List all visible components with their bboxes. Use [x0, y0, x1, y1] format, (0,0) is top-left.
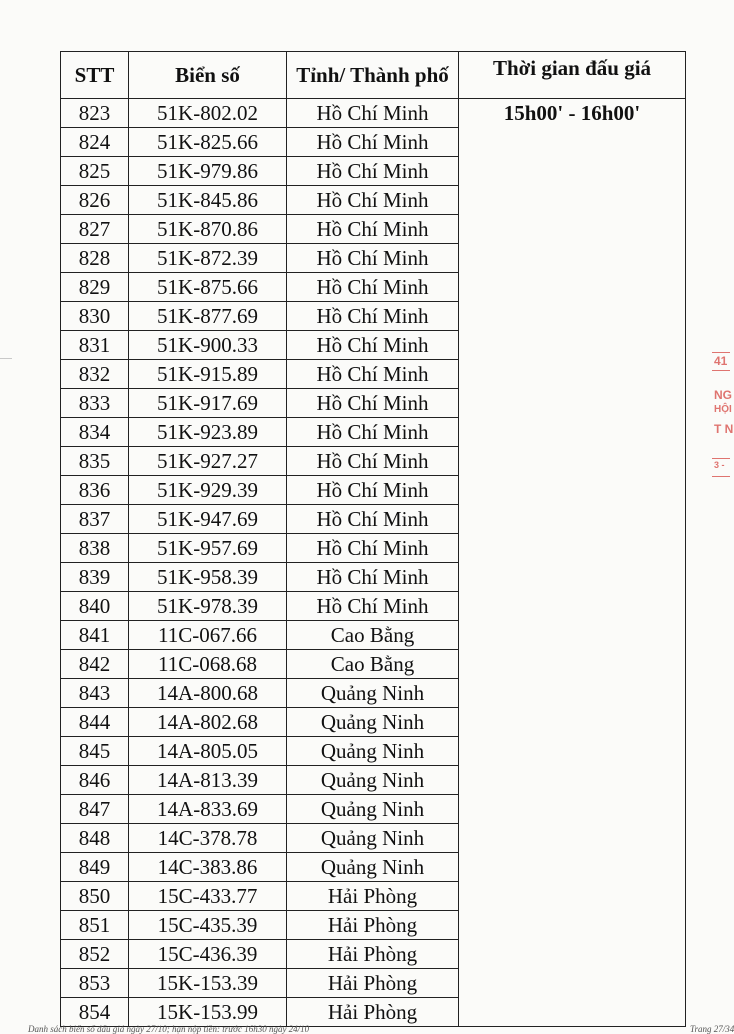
cell-plate: 14C-378.78 — [129, 824, 287, 853]
cell-stt: 848 — [61, 824, 129, 853]
cell-stt: 824 — [61, 128, 129, 157]
cell-plate: 51K-825.66 — [129, 128, 287, 157]
cell-province: Hải Phòng — [287, 882, 459, 911]
red-stamp-fragment — [712, 350, 734, 485]
cell-stt: 823 — [61, 99, 129, 128]
cell-stt: 846 — [61, 766, 129, 795]
cell-stt: 852 — [61, 940, 129, 969]
cell-plate: 11C-068.68 — [129, 650, 287, 679]
cell-plate: 51K-947.69 — [129, 505, 287, 534]
table-header-row — [61, 52, 686, 99]
cell-plate: 51K-870.86 — [129, 215, 287, 244]
cell-plate: 15C-436.39 — [129, 940, 287, 969]
cell-stt: 844 — [61, 708, 129, 737]
cell-province: Hồ Chí Minh — [287, 389, 459, 418]
cell-province: Hồ Chí Minh — [287, 128, 459, 157]
cell-province: Hải Phòng — [287, 998, 459, 1027]
header-plate: Biển số — [129, 52, 287, 99]
cell-stt: 831 — [61, 331, 129, 360]
cell-province: Hồ Chí Minh — [287, 476, 459, 505]
cell-province: Quảng Ninh — [287, 708, 459, 737]
cell-province: Hải Phòng — [287, 940, 459, 969]
cell-time-slot: 15h00' - 16h00' — [459, 99, 686, 1027]
cell-plate: 14C-383.86 — [129, 853, 287, 882]
stamp-fragment-1: 41 — [714, 354, 728, 368]
cell-plate: 51K-923.89 — [129, 418, 287, 447]
cell-stt: 853 — [61, 969, 129, 998]
cell-plate: 15C-435.39 — [129, 911, 287, 940]
cell-province: Hồ Chí Minh — [287, 360, 459, 389]
cell-stt: 841 — [61, 621, 129, 650]
cell-stt: 827 — [61, 215, 129, 244]
cell-province: Hồ Chí Minh — [287, 302, 459, 331]
cell-stt: 843 — [61, 679, 129, 708]
auction-plate-table — [60, 51, 686, 1027]
cell-plate: 51K-875.66 — [129, 273, 287, 302]
cell-province: Hồ Chí Minh — [287, 273, 459, 302]
cell-province: Quảng Ninh — [287, 679, 459, 708]
cell-stt: 832 — [61, 360, 129, 389]
cell-province: Quảng Ninh — [287, 853, 459, 882]
stamp-fragment-2: NG — [714, 388, 732, 402]
cell-plate: 15K-153.99 — [129, 998, 287, 1027]
header-time: Thời gian đấu giá — [459, 52, 686, 99]
cell-plate: 51K-900.33 — [129, 331, 287, 360]
stamp-fragment-3: HỘI — [714, 404, 732, 415]
cell-plate: 51K-958.39 — [129, 563, 287, 592]
cell-plate: 11C-067.66 — [129, 621, 287, 650]
cell-province: Hồ Chí Minh — [287, 215, 459, 244]
cell-stt: 851 — [61, 911, 129, 940]
cell-province: Hồ Chí Minh — [287, 99, 459, 128]
cell-stt: 839 — [61, 563, 129, 592]
scan-edge-mark — [0, 358, 12, 359]
cell-stt: 825 — [61, 157, 129, 186]
cell-stt: 854 — [61, 998, 129, 1027]
cell-plate: 51K-802.02 — [129, 99, 287, 128]
cell-province: Hồ Chí Minh — [287, 157, 459, 186]
cell-plate: 51K-927.27 — [129, 447, 287, 476]
cell-province: Quảng Ninh — [287, 795, 459, 824]
cell-province: Quảng Ninh — [287, 824, 459, 853]
cell-plate: 14A-813.39 — [129, 766, 287, 795]
cell-province: Quảng Ninh — [287, 737, 459, 766]
cell-province: Hồ Chí Minh — [287, 186, 459, 215]
table-row — [61, 99, 686, 128]
cell-province: Hồ Chí Minh — [287, 244, 459, 273]
cell-province: Hồ Chí Minh — [287, 418, 459, 447]
cell-province: Quảng Ninh — [287, 766, 459, 795]
cell-stt: 829 — [61, 273, 129, 302]
cell-plate: 51K-872.39 — [129, 244, 287, 273]
cell-province: Hồ Chí Minh — [287, 534, 459, 563]
cell-province: Hồ Chí Minh — [287, 331, 459, 360]
cell-province: Hồ Chí Minh — [287, 505, 459, 534]
cell-plate: 51K-979.86 — [129, 157, 287, 186]
cell-province: Hải Phòng — [287, 911, 459, 940]
cell-province: Hồ Chí Minh — [287, 592, 459, 621]
cell-plate: 14A-805.05 — [129, 737, 287, 766]
cell-plate: 15K-153.39 — [129, 969, 287, 998]
cell-plate: 51K-929.39 — [129, 476, 287, 505]
cell-province: Hồ Chí Minh — [287, 447, 459, 476]
cell-stt: 840 — [61, 592, 129, 621]
cell-plate: 14A-802.68 — [129, 708, 287, 737]
cell-plate: 51K-845.86 — [129, 186, 287, 215]
cell-plate: 15C-433.77 — [129, 882, 287, 911]
cell-plate: 51K-957.69 — [129, 534, 287, 563]
table-body — [61, 99, 686, 1027]
cell-stt: 834 — [61, 418, 129, 447]
cell-stt: 835 — [61, 447, 129, 476]
cell-stt: 826 — [61, 186, 129, 215]
cell-plate: 14A-800.68 — [129, 679, 287, 708]
cell-plate: 14A-833.69 — [129, 795, 287, 824]
header-stt: STT — [61, 52, 129, 99]
cell-plate: 51K-978.39 — [129, 592, 287, 621]
cell-stt: 838 — [61, 534, 129, 563]
cell-stt: 847 — [61, 795, 129, 824]
cell-stt: 849 — [61, 853, 129, 882]
cell-plate: 51K-915.89 — [129, 360, 287, 389]
cell-stt: 842 — [61, 650, 129, 679]
cell-plate: 51K-917.69 — [129, 389, 287, 418]
page-number: Trang 27/34 — [690, 1024, 734, 1034]
cell-stt: 830 — [61, 302, 129, 331]
stamp-fragment-5: 3 - — [714, 460, 725, 470]
footer-note: Danh sách biển số đấu giá ngày 27/10; hạn nộp tiền: trước 16h30 ngày 24/10 — [28, 1024, 310, 1034]
cell-province: Cao Bằng — [287, 621, 459, 650]
cell-stt: 828 — [61, 244, 129, 273]
cell-province: Hồ Chí Minh — [287, 563, 459, 592]
cell-stt: 850 — [61, 882, 129, 911]
stamp-fragment-4: T N — [714, 422, 734, 436]
header-province: Tỉnh/ Thành phố — [287, 52, 459, 99]
cell-plate: 51K-877.69 — [129, 302, 287, 331]
cell-stt: 837 — [61, 505, 129, 534]
cell-stt: 833 — [61, 389, 129, 418]
cell-province: Cao Bằng — [287, 650, 459, 679]
cell-province: Hải Phòng — [287, 969, 459, 998]
cell-stt: 836 — [61, 476, 129, 505]
cell-stt: 845 — [61, 737, 129, 766]
